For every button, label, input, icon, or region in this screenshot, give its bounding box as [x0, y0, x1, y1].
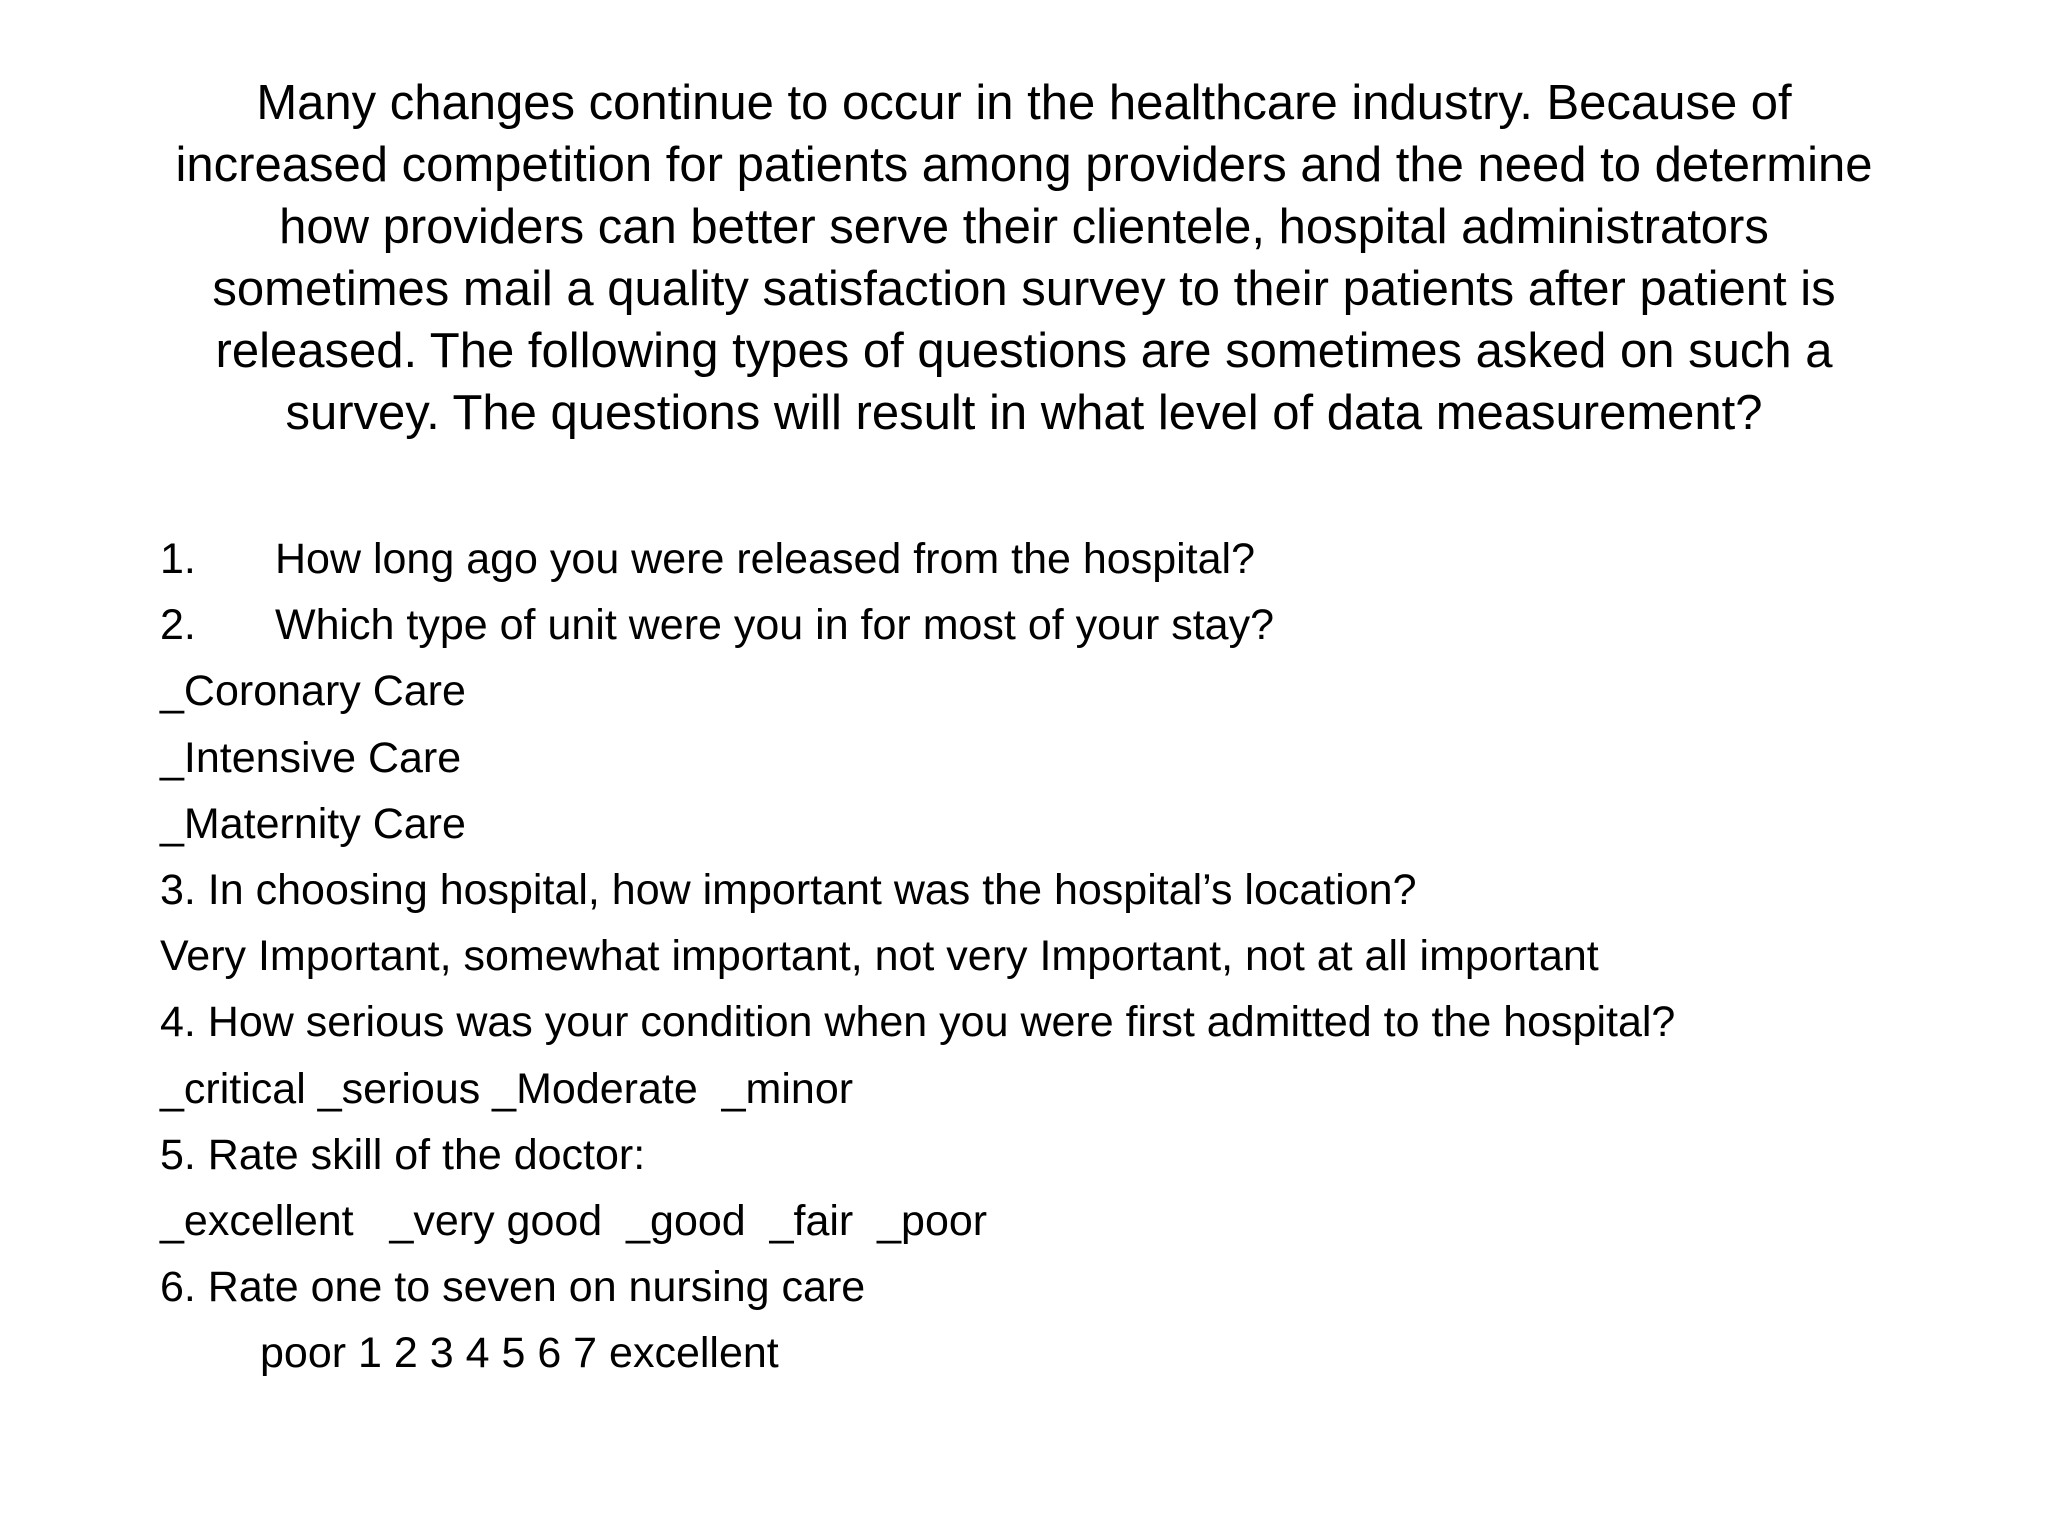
question-6: 6. Rate one to seven on nursing care [160, 1263, 866, 1312]
option-coronary-care: _Coronary Care [160, 667, 466, 716]
intro-line: survey. The questions will result in what level of data measurement? [285, 386, 1763, 440]
question-3: 3. In choosing hospital, how important was the hospital’s location? [160, 865, 1417, 914]
survey-questions [160, 526, 1675, 1386]
intro-line: increased competition for patients among providers and the need to determine [175, 138, 1873, 192]
intro-line: Many changes continue to occur in the healthcare industry. Because of [256, 76, 1792, 130]
question-3-options: Very Important, somewhat important, not very Important, not at all important [160, 932, 1599, 981]
intro-paragraph [120, 72, 1928, 444]
intro-line: released. The following types of questions are sometimes asked on such a [215, 324, 1833, 378]
intro-line: sometimes mail a quality satisfaction survey to their patients after patient is [212, 262, 1836, 316]
question-number: 1. [160, 535, 196, 583]
question-5-options: _excellent _very good _good _fair _poor [160, 1196, 988, 1245]
question-number: 2. [160, 601, 196, 650]
question-6-scale: poor 1 2 3 4 5 6 7 excellent [260, 1329, 779, 1378]
question-text: How long ago you were released from the hospital? [275, 535, 1256, 583]
intro-line: how providers can better serve their clientele, hospital administrators [279, 200, 1769, 254]
question-1 [160, 526, 1675, 592]
option-maternity-care: _Maternity Care [160, 799, 466, 848]
question-4-options: _critical _serious _Moderate _minor [160, 1064, 854, 1113]
question-4: 4. How serious was your condition when you were first admitted to the hospital? [160, 998, 1676, 1047]
option-intensive-care: _Intensive Care [160, 733, 462, 782]
question-text: Which type of unit were you in for most of your stay? [275, 601, 1274, 650]
question-5: 5. Rate skill of the doctor: [160, 1130, 646, 1179]
question-2 [160, 592, 1675, 658]
